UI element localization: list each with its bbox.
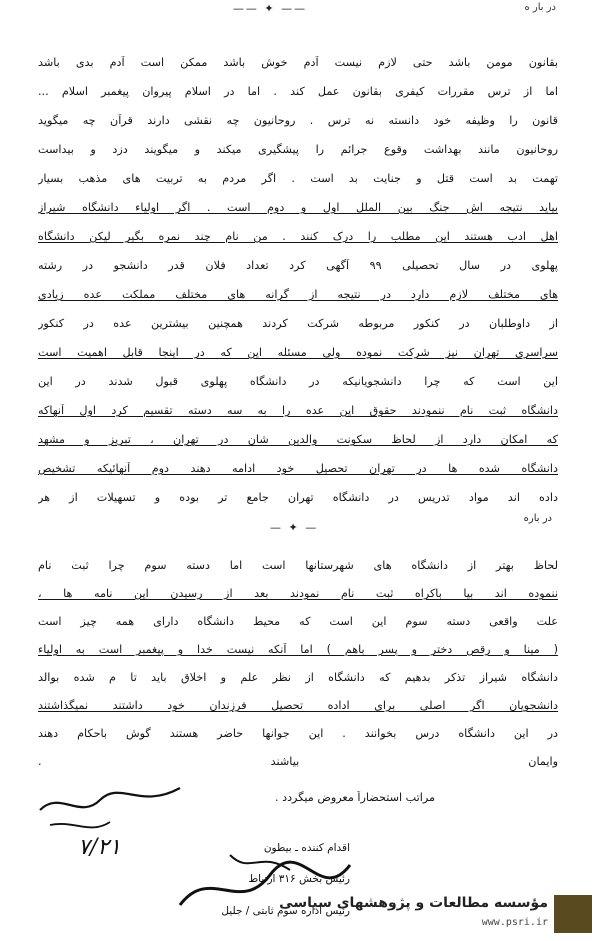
text-line: بقانون مومن باشد حتی لازم نیست آدم خوش باشد ممکن است آدم بدی باشد	[38, 56, 558, 69]
text-line: داده اند مواد تدریس در دانشگاه تهران جامع تر بوده و تسهیلات از هر	[38, 491, 558, 504]
text-line: تهمت بد است قتل و جنایت بد است . اگر مردم به تربیت های مذهب بسیار	[38, 172, 558, 185]
text-line: های مختلف لازم دارد در نتیجه از گرانه های مختلف مملکت عده زیادی	[38, 288, 558, 301]
text-line: که امکان دارد از لحاظ سکونت والدین شان در تهران ، تبریز و مشهد	[38, 433, 558, 446]
text-line: اهل ادب هستند این مطلب را درک کنند . من نام چند نمره بگیر لیکن دانشگاه	[38, 230, 558, 243]
footer-line-1: اقدام کننده ـ بیطون	[263, 842, 350, 854]
mid-separator: — ✦ —	[270, 521, 319, 534]
handwritten-date: ۷/۲۱	[78, 835, 121, 860]
watermark-title: مؤسسه مطالعات و پژوهشهای سیاسی	[279, 895, 548, 911]
text-line: پهلوی در سال تحصیلی ۹۹ آگهی کرد تعداد فلان قدر دانشجو در رشته	[38, 259, 558, 272]
text-line: اما از ترس مقررات کیفری بقانون عمل کند . اما در اسلام پیروان پیغمبر اسلام ...	[38, 85, 558, 98]
header-mark: در بار ه	[524, 2, 556, 13]
footer-line-3: رئیس اداره سوم ثابتی / جلیل	[221, 905, 350, 917]
text-line: روحانیون مانند بهداشت وقوع جرائم را پیشگیری میکند و میگویند دزد و بیداست	[38, 143, 558, 156]
watermark-logo	[262, 891, 592, 937]
text-line: ( مینا و رقص دختر و پسر باهم ) اما آنکه نیست خدا و پیغمبر است به اولیاء	[38, 643, 558, 656]
text-line: در این دانشگاه درس بخوانند . این جوانها حاضر هستند گوش باحکام دهند	[38, 727, 558, 740]
text-line: لحاظ بهتر از دانشگاه های شهرستانها است اما دسته سوم چرا ثبت نام	[38, 559, 558, 572]
header-separator: —— ✦ ——	[232, 2, 308, 15]
text-line: دانشگاه ثبت نام ننمودند حقوق این عده را به سه دسته تقسیم کرد اول آنهاکه	[38, 404, 558, 417]
closing-line: مراتب استحضاراً معروض میگردد .	[274, 791, 435, 804]
footer-line-2: رئیس بخش ۳۱۶ ارتباط	[248, 873, 350, 885]
text-line: قانون را وظیفه خود دانسته نه ترس . روحانیون چه نقشی دارند قرآن چه میگوید	[38, 114, 558, 127]
text-line: دانشگاه شیراز تذکر بدهیم که دانشگاه از نظر علم و اخلاق باید تا م شده بوالد	[38, 671, 558, 684]
text-line: بیاید نتیجه اش جنگ بین الملل اول و دوم است . اگر اولیاء دانشگاه شیراز	[38, 201, 558, 214]
text-line: دانشگاه شده ها در تهران تحصیل خود ادامه دهند دوم آنهائیکه تشخیص	[38, 462, 558, 475]
watermark-url: www.psri.ir	[481, 917, 548, 928]
text-line: از داوطلبان در کنکور مربوطه شرکت کردند همچنین بیشترین عده در کنکور	[38, 317, 558, 330]
text-line: سراسری تهران نیز شرکت نموده ولی مسئله این که در اینجا قابل اهمیت است	[38, 346, 558, 359]
text-line: علت واقعی دسته سوم این است که محیط دانشگاه دارای همه چیز است	[38, 615, 558, 628]
text-line: این است که چرا دانشجویانیکه در دانشگاه پهلوی قبول شدند در این	[38, 375, 558, 388]
logo-icon	[554, 895, 592, 933]
text-line: دانشجویان اگر اصلی برای اداده تحصیل فرزندان خود داشتند نمیگذاشتند	[38, 699, 558, 712]
text-line: ننموده اند بیا باکراه ثبت نام نمودند بعد از رسیدن این نامه ها ،	[38, 587, 558, 600]
text-line: وایمان بیاشند .	[38, 755, 558, 768]
margin-note: در باره	[523, 513, 552, 524]
